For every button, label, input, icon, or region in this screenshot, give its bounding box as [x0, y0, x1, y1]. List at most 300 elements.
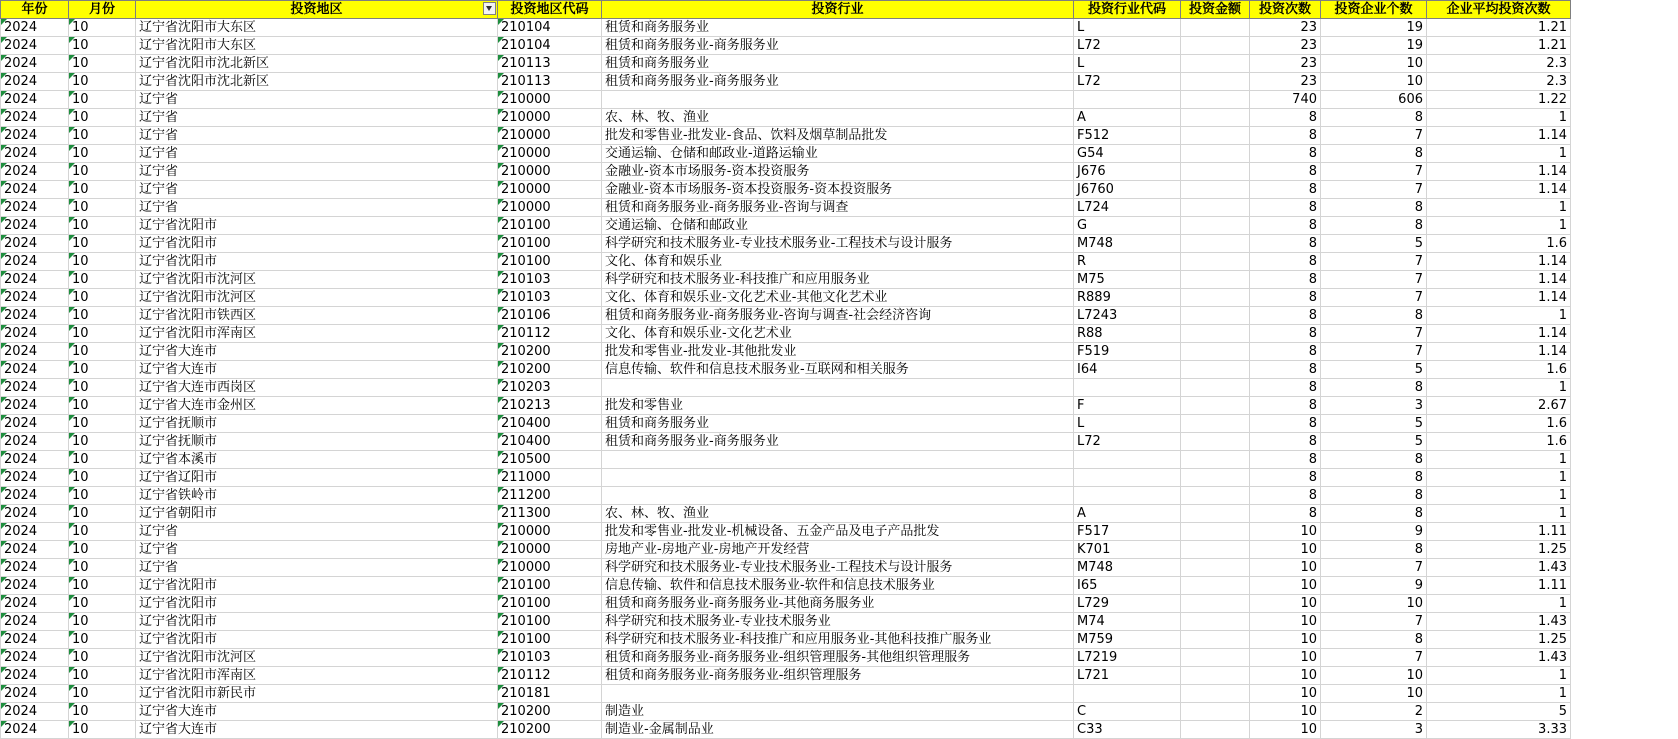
cell-industry[interactable]: 批发和零售业	[602, 397, 1074, 415]
cell-company-count[interactable]: 8	[1321, 451, 1427, 469]
cell-count[interactable]: 8	[1250, 397, 1321, 415]
cell-industry[interactable]: 文化、体育和娱乐业-文化艺术业	[602, 325, 1074, 343]
cell-month[interactable]: 10	[69, 415, 136, 433]
cell-amount[interactable]	[1181, 559, 1250, 577]
cell-region-code[interactable]: 211300	[498, 505, 602, 523]
cell-region-code[interactable]: 210200	[498, 361, 602, 379]
cell-year[interactable]: 2024	[1, 469, 69, 487]
cell-average[interactable]: 1.25	[1427, 541, 1571, 559]
cell-month[interactable]: 10	[69, 685, 136, 703]
cell-year[interactable]: 2024	[1, 181, 69, 199]
cell-year[interactable]: 2024	[1, 595, 69, 613]
cell-year[interactable]: 2024	[1, 253, 69, 271]
cell-month[interactable]: 10	[69, 649, 136, 667]
cell-count[interactable]: 10	[1250, 703, 1321, 721]
cell-region[interactable]: 辽宁省沈阳市大东区	[136, 37, 498, 55]
cell-month[interactable]: 10	[69, 37, 136, 55]
cell-industry-code[interactable]: F	[1074, 397, 1181, 415]
cell-region[interactable]: 辽宁省大连市西岗区	[136, 379, 498, 397]
cell-year[interactable]: 2024	[1, 397, 69, 415]
cell-industry[interactable]: 科学研究和技术服务业-专业技术服务业-工程技术与设计服务	[602, 235, 1074, 253]
cell-count[interactable]: 8	[1250, 343, 1321, 361]
cell-count[interactable]: 10	[1250, 613, 1321, 631]
cell-average[interactable]: 2.67	[1427, 397, 1571, 415]
cell-industry[interactable]: 金融业-资本市场服务-资本投资服务	[602, 163, 1074, 181]
cell-count[interactable]: 8	[1250, 181, 1321, 199]
cell-count[interactable]: 8	[1250, 271, 1321, 289]
cell-year[interactable]: 2024	[1, 163, 69, 181]
cell-company-count[interactable]: 8	[1321, 541, 1427, 559]
cell-count[interactable]: 8	[1250, 361, 1321, 379]
cell-year[interactable]: 2024	[1, 19, 69, 37]
cell-year[interactable]: 2024	[1, 343, 69, 361]
cell-average[interactable]: 1.21	[1427, 19, 1571, 37]
cell-company-count[interactable]: 7	[1321, 649, 1427, 667]
cell-industry-code[interactable]: F512	[1074, 127, 1181, 145]
cell-count[interactable]: 8	[1250, 307, 1321, 325]
header-count[interactable]	[1250, 1, 1321, 19]
cell-count[interactable]: 10	[1250, 523, 1321, 541]
cell-amount[interactable]	[1181, 595, 1250, 613]
cell-region-code[interactable]: 210400	[498, 415, 602, 433]
cell-year[interactable]: 2024	[1, 199, 69, 217]
filter-dropdown-icon[interactable]	[483, 2, 496, 15]
cell-region-code[interactable]: 210000	[498, 145, 602, 163]
cell-region[interactable]: 辽宁省	[136, 199, 498, 217]
cell-industry[interactable]: 农、林、牧、渔业	[602, 505, 1074, 523]
cell-month[interactable]: 10	[69, 559, 136, 577]
cell-industry[interactable]: 批发和零售业-批发业-其他批发业	[602, 343, 1074, 361]
cell-region-code[interactable]: 210213	[498, 397, 602, 415]
cell-region-code[interactable]: 210500	[498, 451, 602, 469]
cell-amount[interactable]	[1181, 397, 1250, 415]
cell-count[interactable]: 740	[1250, 91, 1321, 109]
cell-count[interactable]: 8	[1250, 469, 1321, 487]
cell-region-code[interactable]: 210203	[498, 379, 602, 397]
cell-month[interactable]: 10	[69, 19, 136, 37]
cell-company-count[interactable]: 5	[1321, 433, 1427, 451]
cell-region[interactable]: 辽宁省沈阳市沈北新区	[136, 55, 498, 73]
cell-region[interactable]: 辽宁省沈阳市	[136, 577, 498, 595]
cell-company-count[interactable]: 19	[1321, 37, 1427, 55]
cell-average[interactable]: 1.14	[1427, 181, 1571, 199]
cell-industry[interactable]: 租赁和商务服务业-商务服务业	[602, 37, 1074, 55]
cell-industry[interactable]: 信息传输、软件和信息技术服务业-软件和信息技术服务业	[602, 577, 1074, 595]
cell-region-code[interactable]: 210000	[498, 127, 602, 145]
cell-amount[interactable]	[1181, 649, 1250, 667]
cell-amount[interactable]	[1181, 523, 1250, 541]
cell-count[interactable]: 10	[1250, 721, 1321, 739]
cell-amount[interactable]	[1181, 379, 1250, 397]
cell-region[interactable]: 辽宁省	[136, 109, 498, 127]
cell-region-code[interactable]: 210104	[498, 19, 602, 37]
cell-region-code[interactable]: 210000	[498, 199, 602, 217]
cell-month[interactable]: 10	[69, 235, 136, 253]
cell-industry-code[interactable]: L7243	[1074, 307, 1181, 325]
cell-month[interactable]: 10	[69, 271, 136, 289]
cell-industry-code[interactable]: L7219	[1074, 649, 1181, 667]
cell-industry[interactable]: 租赁和商务服务业-商务服务业	[602, 73, 1074, 91]
header-region-code[interactable]	[498, 1, 602, 19]
cell-count[interactable]: 23	[1250, 55, 1321, 73]
cell-industry-code[interactable]: K701	[1074, 541, 1181, 559]
cell-company-count[interactable]: 8	[1321, 487, 1427, 505]
cell-month[interactable]: 10	[69, 487, 136, 505]
cell-company-count[interactable]: 10	[1321, 73, 1427, 91]
cell-industry[interactable]	[602, 469, 1074, 487]
cell-industry-code[interactable]: C	[1074, 703, 1181, 721]
cell-region[interactable]: 辽宁省沈阳市新民市	[136, 685, 498, 703]
cell-company-count[interactable]: 7	[1321, 181, 1427, 199]
cell-industry-code[interactable]	[1074, 487, 1181, 505]
cell-month[interactable]: 10	[69, 109, 136, 127]
cell-amount[interactable]	[1181, 145, 1250, 163]
cell-amount[interactable]	[1181, 505, 1250, 523]
cell-amount[interactable]	[1181, 703, 1250, 721]
cell-region[interactable]: 辽宁省沈阳市大东区	[136, 19, 498, 37]
cell-amount[interactable]	[1181, 163, 1250, 181]
cell-company-count[interactable]: 19	[1321, 19, 1427, 37]
cell-month[interactable]: 10	[69, 703, 136, 721]
cell-count[interactable]: 10	[1250, 631, 1321, 649]
cell-amount[interactable]	[1181, 721, 1250, 739]
cell-count[interactable]: 23	[1250, 73, 1321, 91]
cell-company-count[interactable]: 7	[1321, 325, 1427, 343]
cell-average[interactable]: 1.14	[1427, 253, 1571, 271]
cell-region-code[interactable]: 210100	[498, 235, 602, 253]
cell-industry[interactable]: 交通运输、仓储和邮政业	[602, 217, 1074, 235]
cell-region[interactable]: 辽宁省朝阳市	[136, 505, 498, 523]
cell-month[interactable]: 10	[69, 397, 136, 415]
cell-month[interactable]: 10	[69, 289, 136, 307]
cell-region[interactable]: 辽宁省沈阳市沈河区	[136, 271, 498, 289]
cell-year[interactable]: 2024	[1, 55, 69, 73]
cell-amount[interactable]	[1181, 487, 1250, 505]
cell-region[interactable]: 辽宁省抚顺市	[136, 433, 498, 451]
cell-region-code[interactable]: 210400	[498, 433, 602, 451]
cell-industry[interactable]: 批发和零售业-批发业-食品、饮料及烟草制品批发	[602, 127, 1074, 145]
cell-average[interactable]: 5	[1427, 703, 1571, 721]
cell-company-count[interactable]: 7	[1321, 343, 1427, 361]
cell-average[interactable]: 1.14	[1427, 271, 1571, 289]
cell-month[interactable]: 10	[69, 307, 136, 325]
cell-amount[interactable]	[1181, 613, 1250, 631]
cell-average[interactable]: 1.11	[1427, 577, 1571, 595]
cell-industry-code[interactable]: M748	[1074, 235, 1181, 253]
cell-region[interactable]: 辽宁省	[136, 541, 498, 559]
cell-year[interactable]: 2024	[1, 127, 69, 145]
cell-industry-code[interactable]: R	[1074, 253, 1181, 271]
cell-region[interactable]: 辽宁省本溪市	[136, 451, 498, 469]
cell-month[interactable]: 10	[69, 343, 136, 361]
cell-industry[interactable]: 租赁和商务服务业-商务服务业-咨询与调查	[602, 199, 1074, 217]
cell-amount[interactable]	[1181, 631, 1250, 649]
cell-company-count[interactable]: 10	[1321, 595, 1427, 613]
cell-count[interactable]: 8	[1250, 487, 1321, 505]
cell-industry-code[interactable]: J676	[1074, 163, 1181, 181]
cell-month[interactable]: 10	[69, 595, 136, 613]
cell-region-code[interactable]: 210103	[498, 649, 602, 667]
cell-company-count[interactable]: 3	[1321, 397, 1427, 415]
cell-average[interactable]: 1.14	[1427, 325, 1571, 343]
cell-month[interactable]: 10	[69, 505, 136, 523]
cell-month[interactable]: 10	[69, 253, 136, 271]
cell-company-count[interactable]: 5	[1321, 235, 1427, 253]
cell-region[interactable]: 辽宁省沈阳市浑南区	[136, 325, 498, 343]
cell-count[interactable]: 8	[1250, 415, 1321, 433]
cell-region-code[interactable]: 210000	[498, 91, 602, 109]
cell-industry-code[interactable]: L	[1074, 415, 1181, 433]
cell-average[interactable]: 1	[1427, 667, 1571, 685]
cell-region-code[interactable]: 210181	[498, 685, 602, 703]
cell-count[interactable]: 8	[1250, 325, 1321, 343]
cell-company-count[interactable]: 7	[1321, 289, 1427, 307]
cell-company-count[interactable]: 8	[1321, 307, 1427, 325]
cell-average[interactable]: 1.14	[1427, 289, 1571, 307]
cell-company-count[interactable]: 8	[1321, 199, 1427, 217]
cell-amount[interactable]	[1181, 289, 1250, 307]
cell-average[interactable]: 1.11	[1427, 523, 1571, 541]
cell-region[interactable]: 辽宁省沈阳市	[136, 631, 498, 649]
cell-region[interactable]: 辽宁省	[136, 127, 498, 145]
cell-region-code[interactable]: 211200	[498, 487, 602, 505]
cell-month[interactable]: 10	[69, 667, 136, 685]
cell-industry-code[interactable]: G54	[1074, 145, 1181, 163]
cell-region-code[interactable]: 210113	[498, 55, 602, 73]
cell-count[interactable]: 10	[1250, 595, 1321, 613]
cell-average[interactable]: 1.6	[1427, 433, 1571, 451]
cell-region-code[interactable]: 210100	[498, 217, 602, 235]
cell-region[interactable]: 辽宁省沈阳市	[136, 217, 498, 235]
cell-company-count[interactable]: 9	[1321, 523, 1427, 541]
cell-industry[interactable]: 文化、体育和娱乐业	[602, 253, 1074, 271]
cell-count[interactable]: 8	[1250, 217, 1321, 235]
cell-region[interactable]: 辽宁省	[136, 163, 498, 181]
cell-company-count[interactable]: 8	[1321, 505, 1427, 523]
cell-count[interactable]: 10	[1250, 577, 1321, 595]
header-year[interactable]	[1, 1, 69, 19]
cell-average[interactable]: 3.33	[1427, 721, 1571, 739]
cell-count[interactable]: 8	[1250, 199, 1321, 217]
cell-year[interactable]: 2024	[1, 271, 69, 289]
cell-company-count[interactable]: 7	[1321, 271, 1427, 289]
cell-average[interactable]: 1.43	[1427, 559, 1571, 577]
cell-region[interactable]: 辽宁省	[136, 181, 498, 199]
cell-industry-code[interactable]: M74	[1074, 613, 1181, 631]
cell-region-code[interactable]: 210100	[498, 613, 602, 631]
cell-month[interactable]: 10	[69, 541, 136, 559]
cell-month[interactable]: 10	[69, 433, 136, 451]
cell-count[interactable]: 8	[1250, 289, 1321, 307]
cell-month[interactable]: 10	[69, 55, 136, 73]
cell-region-code[interactable]: 210112	[498, 667, 602, 685]
cell-average[interactable]: 1.43	[1427, 613, 1571, 631]
cell-industry-code[interactable]: F519	[1074, 343, 1181, 361]
cell-amount[interactable]	[1181, 253, 1250, 271]
cell-region[interactable]: 辽宁省	[136, 91, 498, 109]
cell-company-count[interactable]: 5	[1321, 415, 1427, 433]
cell-company-count[interactable]: 7	[1321, 613, 1427, 631]
cell-region-code[interactable]: 210000	[498, 559, 602, 577]
cell-region[interactable]: 辽宁省沈阳市沈河区	[136, 289, 498, 307]
cell-amount[interactable]	[1181, 307, 1250, 325]
cell-average[interactable]: 1.21	[1427, 37, 1571, 55]
cell-average[interactable]: 1	[1427, 469, 1571, 487]
cell-industry-code[interactable]: L724	[1074, 199, 1181, 217]
header-average[interactable]	[1427, 1, 1571, 19]
cell-region-code[interactable]: 210100	[498, 595, 602, 613]
cell-year[interactable]: 2024	[1, 505, 69, 523]
cell-region[interactable]: 辽宁省沈阳市	[136, 595, 498, 613]
cell-region[interactable]: 辽宁省沈阳市	[136, 613, 498, 631]
cell-region-code[interactable]: 210200	[498, 343, 602, 361]
cell-amount[interactable]	[1181, 199, 1250, 217]
header-month[interactable]	[69, 1, 136, 19]
cell-year[interactable]: 2024	[1, 577, 69, 595]
cell-count[interactable]: 8	[1250, 145, 1321, 163]
cell-count[interactable]: 8	[1250, 127, 1321, 145]
cell-amount[interactable]	[1181, 55, 1250, 73]
cell-year[interactable]: 2024	[1, 649, 69, 667]
cell-company-count[interactable]: 7	[1321, 163, 1427, 181]
cell-industry-code[interactable]: G	[1074, 217, 1181, 235]
cell-region[interactable]: 辽宁省	[136, 145, 498, 163]
cell-company-count[interactable]: 8	[1321, 469, 1427, 487]
cell-industry[interactable]: 制造业-金属制品业	[602, 721, 1074, 739]
cell-average[interactable]: 1	[1427, 595, 1571, 613]
cell-count[interactable]: 8	[1250, 163, 1321, 181]
cell-industry-code[interactable]	[1074, 379, 1181, 397]
cell-region[interactable]: 辽宁省大连市金州区	[136, 397, 498, 415]
cell-count[interactable]: 10	[1250, 541, 1321, 559]
header-industry[interactable]	[602, 1, 1074, 19]
cell-industry-code[interactable]	[1074, 91, 1181, 109]
cell-industry-code[interactable]: R889	[1074, 289, 1181, 307]
cell-region-code[interactable]: 210100	[498, 631, 602, 649]
cell-average[interactable]: 1	[1427, 217, 1571, 235]
cell-month[interactable]: 10	[69, 631, 136, 649]
cell-industry[interactable]	[602, 685, 1074, 703]
cell-year[interactable]: 2024	[1, 415, 69, 433]
cell-year[interactable]: 2024	[1, 73, 69, 91]
cell-industry-code[interactable]: L	[1074, 19, 1181, 37]
cell-industry-code[interactable]: M759	[1074, 631, 1181, 649]
cell-company-count[interactable]: 8	[1321, 217, 1427, 235]
cell-average[interactable]: 1	[1427, 505, 1571, 523]
cell-industry[interactable]	[602, 451, 1074, 469]
cell-industry[interactable]: 制造业	[602, 703, 1074, 721]
cell-industry-code[interactable]: J6760	[1074, 181, 1181, 199]
cell-region-code[interactable]: 211000	[498, 469, 602, 487]
cell-month[interactable]: 10	[69, 217, 136, 235]
cell-year[interactable]: 2024	[1, 361, 69, 379]
cell-region[interactable]: 辽宁省	[136, 559, 498, 577]
cell-month[interactable]: 10	[69, 181, 136, 199]
cell-year[interactable]: 2024	[1, 433, 69, 451]
cell-amount[interactable]	[1181, 433, 1250, 451]
cell-region-code[interactable]: 210112	[498, 325, 602, 343]
cell-year[interactable]: 2024	[1, 541, 69, 559]
cell-month[interactable]: 10	[69, 163, 136, 181]
cell-region-code[interactable]: 210100	[498, 577, 602, 595]
cell-company-count[interactable]: 2	[1321, 703, 1427, 721]
cell-industry[interactable]: 租赁和商务服务业-商务服务业-组织管理服务-其他组织管理服务	[602, 649, 1074, 667]
cell-month[interactable]: 10	[69, 379, 136, 397]
cell-industry-code[interactable]: L72	[1074, 433, 1181, 451]
cell-amount[interactable]	[1181, 109, 1250, 127]
cell-industry[interactable]: 金融业-资本市场服务-资本投资服务-资本投资服务	[602, 181, 1074, 199]
cell-average[interactable]: 1.25	[1427, 631, 1571, 649]
cell-industry-code[interactable]	[1074, 469, 1181, 487]
cell-month[interactable]: 10	[69, 361, 136, 379]
cell-region[interactable]: 辽宁省沈阳市沈河区	[136, 649, 498, 667]
cell-company-count[interactable]: 8	[1321, 145, 1427, 163]
cell-industry-code[interactable]: L	[1074, 55, 1181, 73]
cell-year[interactable]: 2024	[1, 703, 69, 721]
cell-month[interactable]: 10	[69, 145, 136, 163]
cell-count[interactable]: 8	[1250, 505, 1321, 523]
cell-month[interactable]: 10	[69, 73, 136, 91]
cell-region[interactable]: 辽宁省大连市	[136, 703, 498, 721]
cell-count[interactable]: 8	[1250, 433, 1321, 451]
cell-region-code[interactable]: 210000	[498, 523, 602, 541]
cell-region-code[interactable]: 210104	[498, 37, 602, 55]
cell-industry[interactable]: 批发和零售业-批发业-机械设备、五金产品及电子产品批发	[602, 523, 1074, 541]
cell-company-count[interactable]: 7	[1321, 559, 1427, 577]
cell-industry-code[interactable]: L721	[1074, 667, 1181, 685]
cell-company-count[interactable]: 3	[1321, 721, 1427, 739]
cell-average[interactable]: 1.6	[1427, 361, 1571, 379]
cell-average[interactable]: 1.6	[1427, 235, 1571, 253]
cell-year[interactable]: 2024	[1, 685, 69, 703]
cell-industry-code[interactable]: C33	[1074, 721, 1181, 739]
cell-year[interactable]: 2024	[1, 451, 69, 469]
cell-year[interactable]: 2024	[1, 667, 69, 685]
cell-average[interactable]: 1	[1427, 451, 1571, 469]
cell-company-count[interactable]: 8	[1321, 109, 1427, 127]
cell-year[interactable]: 2024	[1, 145, 69, 163]
cell-company-count[interactable]: 9	[1321, 577, 1427, 595]
cell-year[interactable]: 2024	[1, 631, 69, 649]
cell-region[interactable]: 辽宁省沈阳市铁西区	[136, 307, 498, 325]
cell-industry[interactable]: 租赁和商务服务业	[602, 415, 1074, 433]
cell-region[interactable]: 辽宁省抚顺市	[136, 415, 498, 433]
cell-amount[interactable]	[1181, 271, 1250, 289]
cell-amount[interactable]	[1181, 685, 1250, 703]
cell-month[interactable]: 10	[69, 721, 136, 739]
cell-amount[interactable]	[1181, 217, 1250, 235]
cell-year[interactable]: 2024	[1, 559, 69, 577]
cell-average[interactable]: 1.14	[1427, 163, 1571, 181]
cell-industry[interactable]: 信息传输、软件和信息技术服务业-互联网和相关服务	[602, 361, 1074, 379]
cell-industry-code[interactable]: L729	[1074, 595, 1181, 613]
cell-average[interactable]: 1.22	[1427, 91, 1571, 109]
cell-average[interactable]: 2.3	[1427, 73, 1571, 91]
cell-company-count[interactable]: 10	[1321, 55, 1427, 73]
cell-industry[interactable]	[602, 487, 1074, 505]
cell-amount[interactable]	[1181, 325, 1250, 343]
cell-amount[interactable]	[1181, 181, 1250, 199]
cell-average[interactable]: 1.6	[1427, 415, 1571, 433]
cell-month[interactable]: 10	[69, 325, 136, 343]
cell-industry-code[interactable]	[1074, 451, 1181, 469]
cell-region[interactable]: 辽宁省大连市	[136, 721, 498, 739]
cell-average[interactable]: 1	[1427, 307, 1571, 325]
cell-region-code[interactable]: 210200	[498, 721, 602, 739]
cell-amount[interactable]	[1181, 469, 1250, 487]
cell-year[interactable]: 2024	[1, 91, 69, 109]
cell-region[interactable]: 辽宁省	[136, 523, 498, 541]
